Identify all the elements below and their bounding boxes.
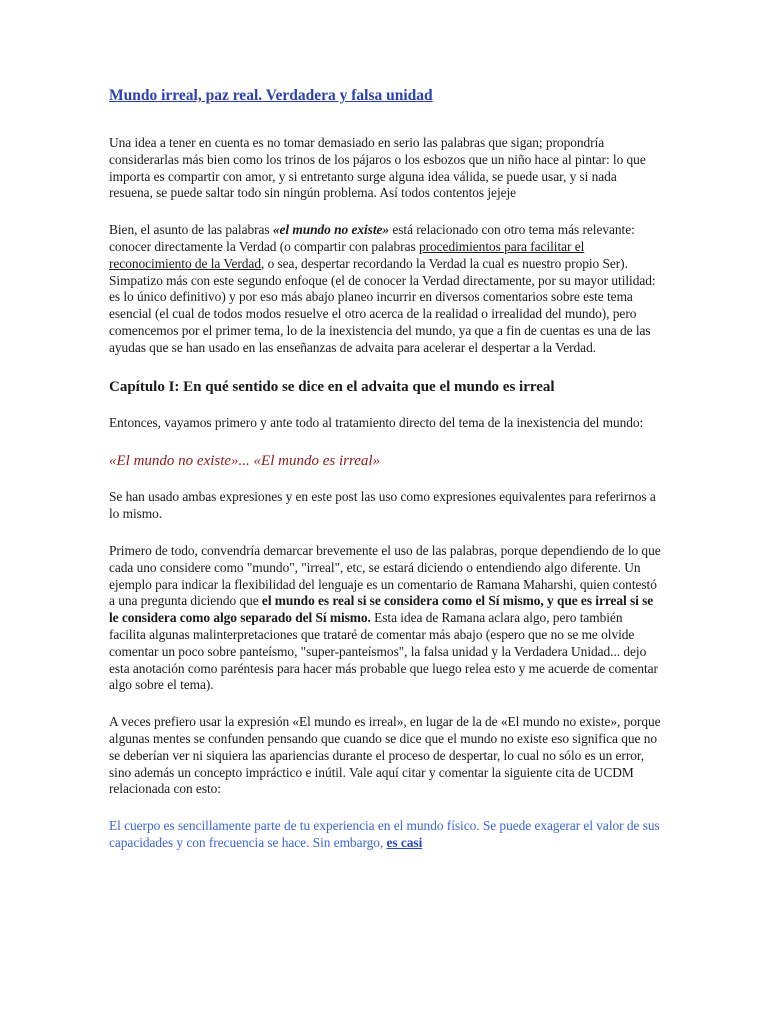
p5-text-c: Esta idea de Ramana aclara algo, pero también facilita algunas malinterpretaciones que trataré de comentar más abajo (espero que no se me olvide comentar un poco sobre panteísmo, "super-panteísmos", la falsa unidad y la Verdadera Unidad... dejo esta anotación como paréntesis para hacer más probable que luego relea esto y me acuerde de comentar algo sobre el tema). — [109, 610, 658, 693]
paragraph-world-unreal: A veces prefiero usar la expresión «El mundo es irreal», en lugar de la de «El mundo no existe», porque algunas mentes se confunden pensando que cuando se dice que el mundo no existe eso significa que no se deberían ver ni siquiera las apariencias durante el proceso de despertar, lo cual no sólo es un error, sino además un concepto impráctico e inútil. Vale aquí citar y comentar la siguiente cita de UCDM relacionada con esto: — [109, 714, 661, 797]
paragraph-ramana — [109, 543, 661, 694]
chapter-heading: Capítulo I: En qué sentido se dice en el advaita que el mundo es irreal — [109, 378, 555, 395]
article-title-link[interactable]: Mundo irreal, paz real. Verdadera y falsa unidad — [109, 87, 433, 104]
paragraph-words-world — [109, 222, 661, 356]
quote-heading: «El mundo no existe»... «El mundo es irreal» — [109, 453, 381, 470]
p5-text-a: Primero de todo, convendría demarcar brevemente el uso de las palabras, porque dependiendo de lo que cada uno considere como "mundo", "irreal", etc, se estará diciendo o entendiendo algo diferente. Un ejemplo para indicar la flexibilidad del lenguaje es un comentario de Ramana Maharshi, quien contestó a una pregunta diciendo que — [109, 542, 661, 609]
article — [109, 86, 661, 872]
paragraph-direct-treatment: Entonces, vayamos primero y ante todo al tratamiento directo del tema de la inexistencia del mundo: — [109, 414, 644, 430]
p2-emphasis: «el mundo no existe» — [272, 222, 390, 238]
p2-text-c: está relacionado con otro tema más relevante: conocer directamente la Verdad (o compartir con palabras — [109, 222, 635, 254]
p7-text-a: El cuerpo es sencillamente parte de tu experiencia en el mundo físico. Se puede exagerar el valor de sus capacidades y con frecuencia se hace. Sin embargo, — [109, 818, 660, 850]
es-casi-link[interactable]: es casi — [386, 834, 423, 850]
ucdm-quote — [109, 818, 661, 852]
paragraph-equivalent-expressions: Se han usado ambas expresiones y en este post las uso como expresiones equivalentes para referirnos a lo mismo. — [109, 489, 656, 522]
p2-text-a: Bien, el asunto de las palabras — [109, 222, 273, 238]
ramana-quote-bold: el mundo es real si se considera como el Sí mismo, y que es irreal si se le considera como algo separado del Sí mismo. — [109, 593, 654, 626]
intro-paragraph: Una idea a tener en cuenta es no tomar demasiado en serio las palabras que sigan; propondría considerarlas más bien como los trinos de los pájaros o los esbozos que un niño hace al pintar: lo que importa es compartir con amor, y si entretanto surge alguna idea válida, se puede usar, y si nada resuena, se puede saltar todo sin ningún problema. Así todos contentos jejeje — [109, 135, 646, 201]
procedures-link[interactable]: procedimientos para facilitar el reconocimiento de la Verdad — [109, 238, 585, 271]
p2-text-e: , o sea, despertar recordando la Verdad la cual es nuestro propio Ser). Simpatizo más con este segundo enfoque (el de conocer la Verdad directamente, por su mayor utilidad: es lo único definitivo) y por eso más abajo planeo incurrir en diversos comentarios sobre este tema esencial (el cual de todos modos resuelve el otro acerca de la realidad o irrealidad del mundo), pero comencemos por el primer tema, lo de la inexistencia del mundo, ya que a fin de cuentas es una de las ayudas que se han usado en las enseñanzas de advaita para acelerar el despertar a la Verdad. — [109, 255, 656, 355]
